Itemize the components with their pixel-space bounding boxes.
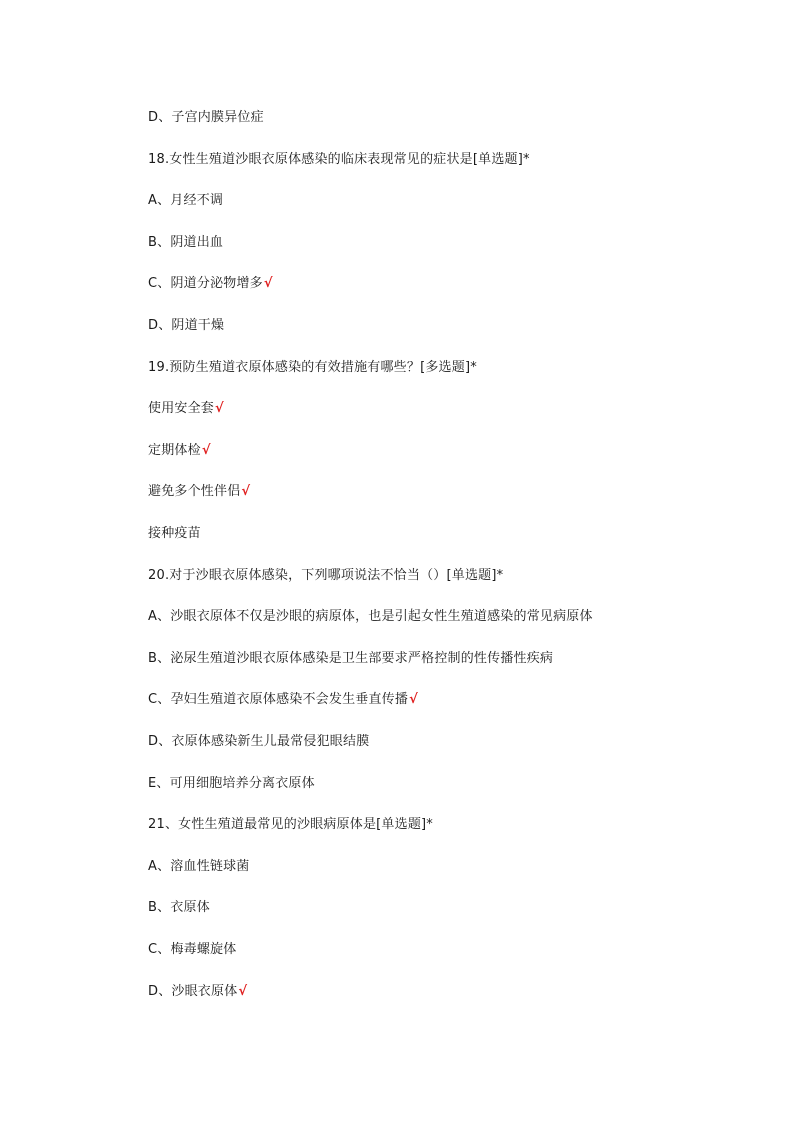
line-text: 19.预防生殖道衣原体感染的有效措施有哪些？[多选题]* [148, 360, 477, 375]
answer-option [148, 400, 224, 418]
line-text: C、阴道分泌物增多 [148, 276, 263, 291]
check-mark-icon: √ [241, 484, 251, 499]
answer-option [148, 234, 223, 252]
answer-option [148, 983, 247, 1001]
question-title [148, 816, 433, 834]
line-text: A、沙眼衣原体不仅是沙眼的病原体，也是引起女性生殖道感染的常见病原体 [148, 609, 593, 624]
line-text: A、溶血性链球菌 [148, 859, 250, 874]
answer-option [148, 275, 273, 293]
answer-option [148, 941, 236, 959]
answer-option [148, 525, 201, 543]
check-mark-icon: √ [263, 276, 273, 291]
check-mark-icon: √ [238, 984, 248, 999]
check-mark-icon: √ [409, 692, 418, 707]
line-text: B、泌尿生殖道沙眼衣原体感染是卫生部要求严格控制的性传播性疾病 [148, 651, 554, 666]
answer-option [148, 650, 553, 668]
line-text: 18.女性生殖道沙眼衣原体感染的临床表现常见的症状是[单选题]* [148, 152, 530, 167]
line-text: D、沙眼衣原体 [148, 984, 238, 999]
answer-option [148, 899, 210, 917]
question-title [148, 567, 503, 585]
answer-option [148, 109, 264, 127]
line-text: A、月经不调 [148, 193, 224, 208]
answer-option [148, 691, 418, 709]
line-text: 定期体检 [148, 443, 201, 458]
line-text: 接种疫苗 [148, 526, 201, 541]
check-mark-icon: √ [215, 401, 224, 416]
check-mark-icon: √ [201, 443, 211, 458]
answer-option [148, 483, 250, 501]
line-text: D、衣原体感染新生儿最常侵犯眼结膜 [148, 734, 370, 749]
answer-option [148, 733, 369, 751]
answer-option [148, 775, 315, 793]
question-title [148, 359, 477, 377]
line-text: E、可用细胞培养分离衣原体 [148, 776, 315, 791]
line-text: 21、女性生殖道最常见的沙眼病原体是[单选题]* [148, 817, 433, 832]
line-text: 使用安全套 [148, 401, 215, 416]
answer-option [148, 608, 593, 626]
line-text: B、衣原体 [148, 900, 210, 915]
line-text: 20.对于沙眼衣原体感染，下列哪项说法不恰当（）[单选题]* [148, 568, 504, 583]
line-text: 避免多个性伴侣 [148, 484, 241, 499]
answer-option [148, 192, 223, 210]
line-text: C、梅毒螺旋体 [148, 942, 237, 957]
line-text: B、阴道出血 [148, 235, 224, 250]
line-text: C、孕妇生殖道衣原体感染不会发生垂直传播 [148, 692, 409, 707]
line-text: D、子宫内膜异位症 [148, 110, 264, 125]
question-title [148, 151, 530, 169]
line-text: D、阴道干燥 [148, 318, 225, 333]
answer-option [148, 317, 224, 335]
answer-option [148, 442, 211, 460]
answer-option [148, 858, 250, 876]
